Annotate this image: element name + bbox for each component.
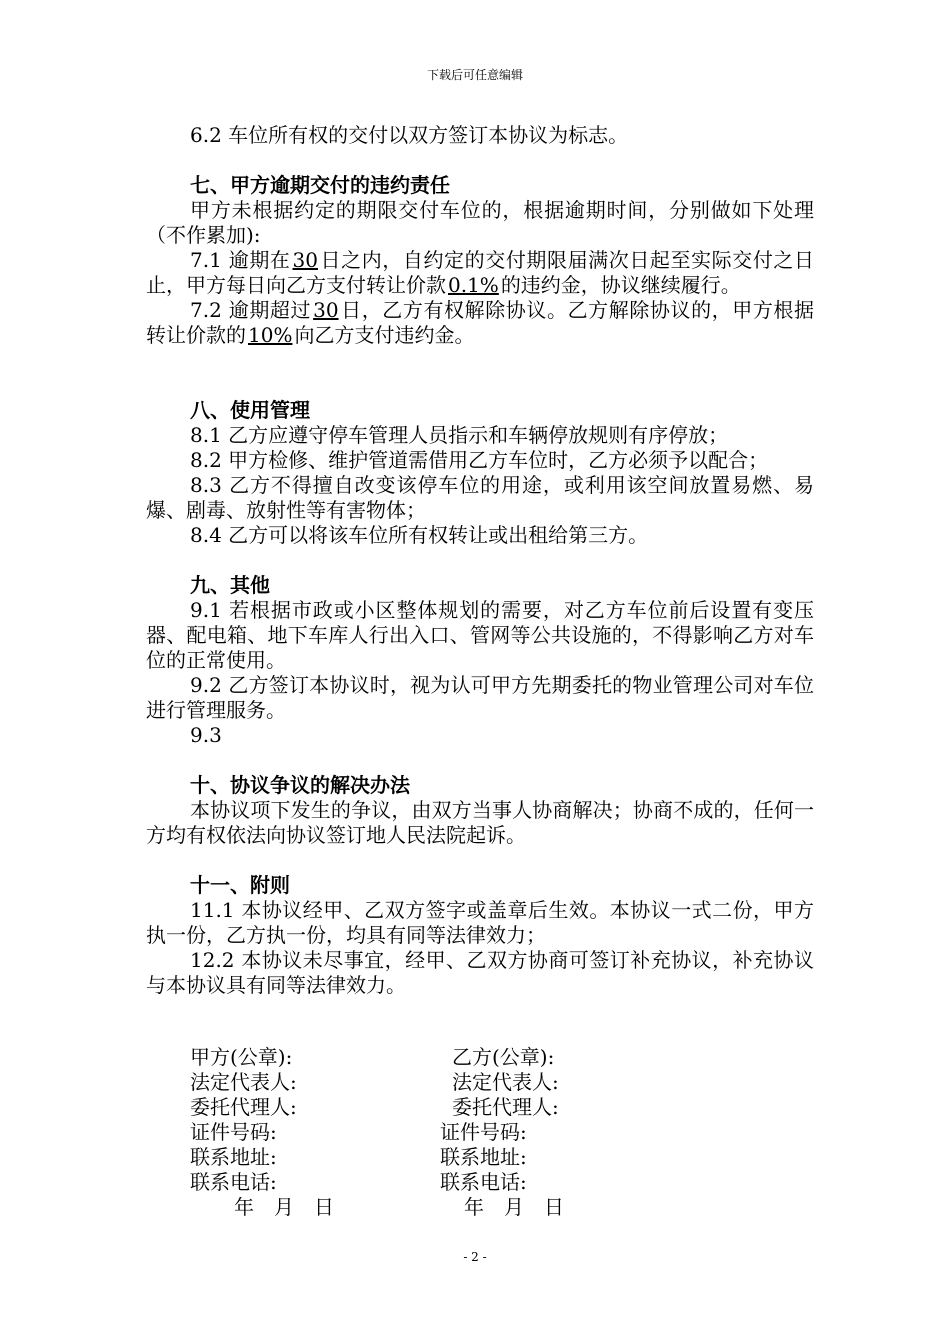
clause-11-1: 11.1 本协议经甲、乙双方签字或盖章后生效。本协议一式二份，甲方执一份，乙方执一份，均具有同等法律效力； xyxy=(146,898,814,947)
clause-9-3: 9.3 xyxy=(190,723,222,747)
signature-row xyxy=(190,1195,790,1220)
party-a-phone: 联系电话: xyxy=(190,1170,277,1194)
section-8-title: 八、使用管理 xyxy=(190,398,310,422)
clause-9-2: 9.2 乙方签订本协议时，视为认可甲方先期委托的物业管理公司对车位进行管理服务。 xyxy=(146,673,814,722)
section-10-title: 十、协议争议的解决办法 xyxy=(190,773,410,797)
party-a-date: 年 月 日 xyxy=(234,1195,334,1219)
party-a-legal-rep: 法定代表人: xyxy=(190,1070,297,1094)
clause-12-2: 12.2 本协议未尽事宜，经甲、乙双方协商可签订补充协议，补充协议与本协议具有同等法律效力。 xyxy=(146,948,814,997)
signature-row xyxy=(190,1120,790,1145)
section-7-intro: 甲方未根据约定的期限交付车位的，根据逾期时间，分别做如下处理（不作累加): xyxy=(146,198,814,247)
clause-8-4: 8.4 乙方可以将该车位所有权转让或出租给第三方。 xyxy=(190,523,649,547)
penalty-rate-field: 10% xyxy=(248,323,293,347)
party-b-address: 联系地址: xyxy=(440,1145,527,1169)
party-a-id-number: 证件号码: xyxy=(190,1120,277,1144)
party-b-date: 年 月 日 xyxy=(464,1195,564,1219)
signature-row xyxy=(190,1070,790,1095)
party-b-agent: 委托代理人: xyxy=(452,1095,559,1119)
daily-penalty-rate-field: 0.1% xyxy=(448,273,499,297)
party-b-phone: 联系电话: xyxy=(440,1170,527,1194)
party-b-seal: 乙方(公章): xyxy=(452,1045,555,1069)
page-number: - 2 - xyxy=(463,1250,487,1264)
clause-9-1: 9.1 若根据市政或小区整体规划的需要，对乙方车位前后设置有变压器、配电箱、地下车库人行出入口、管网等公共设施的，不得影响乙方对车位的正常使用。 xyxy=(146,598,814,672)
signature-row xyxy=(190,1145,790,1170)
section-11-title: 十一、附则 xyxy=(190,873,290,897)
clause-8-3: 8.3 乙方不得擅自改变该停车位的用途，或利用该空间放置易燃、易爆、剧毒、放射性等有害物体； xyxy=(146,473,814,522)
clause-8-1: 8.1 乙方应遵守停车管理人员指示和车辆停放规则有序停放； xyxy=(190,423,729,447)
clause-7-2: 7.2 逾期超过 30 日，乙方有权解除协议。乙方解除协议的，甲方根据转让价款的 10% 向乙方支付违约金。 xyxy=(146,298,814,347)
document-body xyxy=(146,123,814,998)
party-a-address: 联系地址: xyxy=(190,1145,277,1169)
clause-6-2: 6.2 车位所有权的交付以双方签订本协议为标志。 xyxy=(190,123,629,147)
termination-days-field: 30 xyxy=(313,298,339,322)
section-7-title: 七、甲方逾期交付的违约责任 xyxy=(190,173,450,197)
party-a-seal: 甲方(公章): xyxy=(190,1045,293,1069)
signature-row xyxy=(190,1045,790,1070)
page-header: 下载后可任意编辑 xyxy=(426,68,523,82)
clause-7-1: 7.1 逾期在 30 日之内，自约定的交付期限届满次日起至实际交付之日止，甲方每日向乙方支付转让价款 0.1% 的违约金，协议继续履行。 xyxy=(146,248,815,297)
overdue-days-field: 30 xyxy=(292,248,318,272)
clause-8-2: 8.2 甲方检修、维护管道需借用乙方车位时，乙方必须予以配合； xyxy=(190,448,769,472)
signature-row xyxy=(190,1095,790,1120)
party-b-legal-rep: 法定代表人: xyxy=(452,1070,559,1094)
party-a-agent: 委托代理人: xyxy=(190,1095,297,1119)
section-10-text: 本协议项下发生的争议，由双方当事人协商解决；协商不成的，任何一方均有权依法向协议签订地人民法院起诉。 xyxy=(146,798,814,847)
section-9-title: 九、其他 xyxy=(190,573,270,597)
signature-row xyxy=(190,1170,790,1195)
party-b-id-number: 证件号码: xyxy=(440,1120,527,1144)
signature-block xyxy=(190,1045,790,1220)
